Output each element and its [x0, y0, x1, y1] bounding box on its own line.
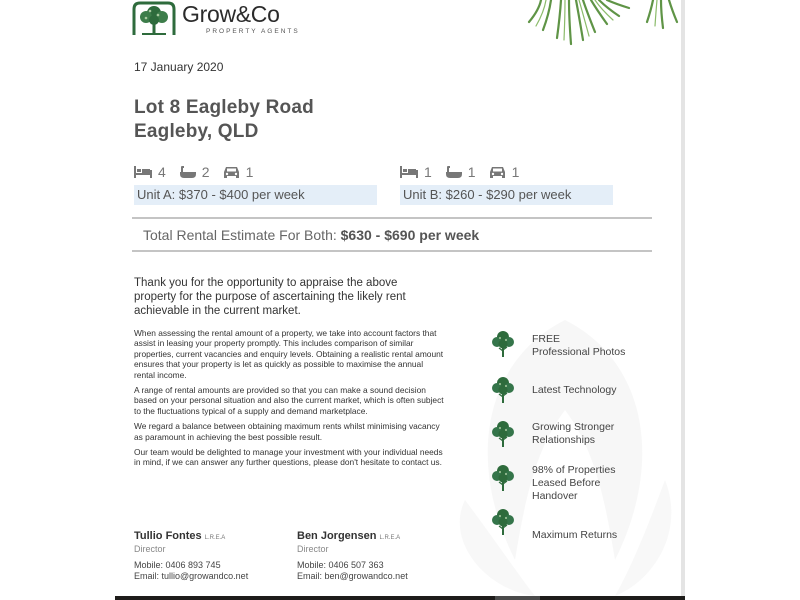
brand-tagline: PROPERTY AGENTS — [206, 28, 300, 35]
benefit-item — [490, 376, 516, 404]
divider-bottom — [132, 250, 652, 252]
unit-price: Unit A: $370 - $400 per week — [134, 185, 377, 205]
unit-price: Unit B: $260 - $290 per week — [400, 185, 613, 205]
total-estimate — [143, 227, 479, 243]
unit-features — [134, 162, 377, 182]
bedrooms — [134, 164, 166, 180]
palm-leaves-decoration — [521, 0, 681, 55]
page-edge — [681, 0, 685, 596]
bedrooms — [400, 164, 432, 180]
signatory-name: Ben Jorgensen — [297, 530, 377, 542]
benefit-label — [532, 529, 617, 542]
benefit-line: Maximum Returns — [532, 529, 618, 541]
signatory — [134, 531, 248, 582]
car-count: 1 — [511, 164, 520, 180]
benefit-line: Professional Photos — [532, 346, 626, 358]
address-line-1: Lot 8 Eagleby Road — [134, 97, 314, 118]
benefit-item — [490, 420, 516, 448]
signatory-name-row — [297, 531, 408, 544]
signatory-mobile: Mobile: 0406 507 363 — [297, 560, 384, 570]
benefit-line: 98% of Properties — [532, 464, 616, 476]
bottom-bar — [115, 596, 685, 600]
intro-paragraph: Thank you for the opportunity to appraise the above property for the purpose of ascertaining the likely rent achievable in the current market. — [134, 277, 406, 317]
total-label: Total Rental Estimate For Both: — [143, 227, 341, 243]
appraisal-document — [115, 0, 681, 596]
signatory-name-row — [134, 531, 248, 544]
benefit-line: Leased Before — [532, 477, 601, 489]
paragraph: When assessing the rental amount of a property, we take into account factors that assist in leasing your property promptly. This includes comparison of similar properties, current vacancies and enquiry levels. Obtaining a realistic rental amount ensures that your property is let as quickly as possible to maximise the annual rental income. — [134, 328, 444, 380]
benefit-item — [490, 464, 516, 492]
tree-icon — [490, 464, 516, 492]
document-date: 17 January 2020 — [134, 60, 224, 74]
signatory — [297, 531, 408, 582]
divider-top — [132, 217, 652, 219]
body-text — [134, 328, 444, 473]
benefit-label — [532, 464, 615, 503]
benefit-line: Handover — [532, 490, 578, 502]
property-address — [134, 96, 314, 144]
bedroom-count: 4 — [158, 164, 166, 180]
car-icon — [223, 166, 240, 179]
benefit-line: Latest Technology — [532, 384, 617, 396]
paragraph: A range of rental amounts are provided so that you can make a sound decision based on your personal situation and also the current market, which is often subject to the fluctuations typical of a supply and demand marketplace. — [134, 385, 444, 416]
address-line-2: Eagleby, QLD — [134, 121, 259, 142]
bath-icon — [445, 166, 462, 179]
signatory-role: Director — [134, 544, 166, 554]
bathrooms — [445, 164, 476, 180]
signatory-role: Director — [297, 544, 329, 554]
tree-icon — [490, 508, 516, 536]
signatory-name: Tullio Fontes — [134, 530, 202, 542]
bottom-bar-segment — [495, 596, 540, 600]
signatory-mobile: Mobile: 0406 893 745 — [134, 560, 221, 570]
unit-features — [400, 162, 613, 182]
car-spaces — [223, 164, 254, 180]
brand-logo — [132, 1, 300, 35]
benefit-item — [490, 330, 516, 358]
benefit-label — [532, 333, 625, 359]
tree-icon — [490, 330, 516, 358]
car-spaces — [489, 164, 520, 180]
car-icon — [489, 166, 506, 179]
benefit-line: Growing Stronger — [532, 421, 615, 433]
bed-icon — [400, 166, 418, 178]
signatory-email: Email: ben@growandco.net — [297, 571, 408, 581]
signatory-email: Email: tullio@growandco.net — [134, 571, 249, 581]
bathrooms — [179, 164, 210, 180]
bed-icon — [134, 166, 152, 178]
benefit-label — [532, 384, 616, 397]
bath-icon — [179, 166, 196, 179]
benefit-line: Relationships — [532, 434, 596, 446]
tree-icon — [490, 420, 516, 448]
signatory-postnominal: L.R.E.A — [379, 535, 401, 541]
unit-a — [134, 162, 377, 205]
benefit-label — [532, 421, 614, 447]
bathroom-count: 2 — [201, 164, 210, 180]
brand-name: Grow&Co — [182, 1, 280, 27]
car-count: 1 — [245, 164, 254, 180]
total-value: $630 - $690 per week — [340, 227, 480, 243]
tree-icon — [490, 376, 516, 404]
bedroom-count: 1 — [424, 164, 432, 180]
signatory-postnominal: L.R.E.A — [204, 535, 226, 541]
benefit-line: FREE — [532, 333, 561, 345]
tree-logo-icon — [132, 1, 176, 35]
paragraph: Our team would be delighted to manage your investment with your individual needs in mind, if we can answer any further questions, please don't hesitate to contact us. — [134, 447, 443, 468]
paragraph: We regard a balance between obtaining maximum rents whilst minimising vacancy as paramount in achieving the best possible result. — [134, 421, 440, 442]
benefit-item — [490, 508, 516, 536]
bathroom-count: 1 — [467, 164, 476, 180]
unit-b — [400, 162, 613, 205]
